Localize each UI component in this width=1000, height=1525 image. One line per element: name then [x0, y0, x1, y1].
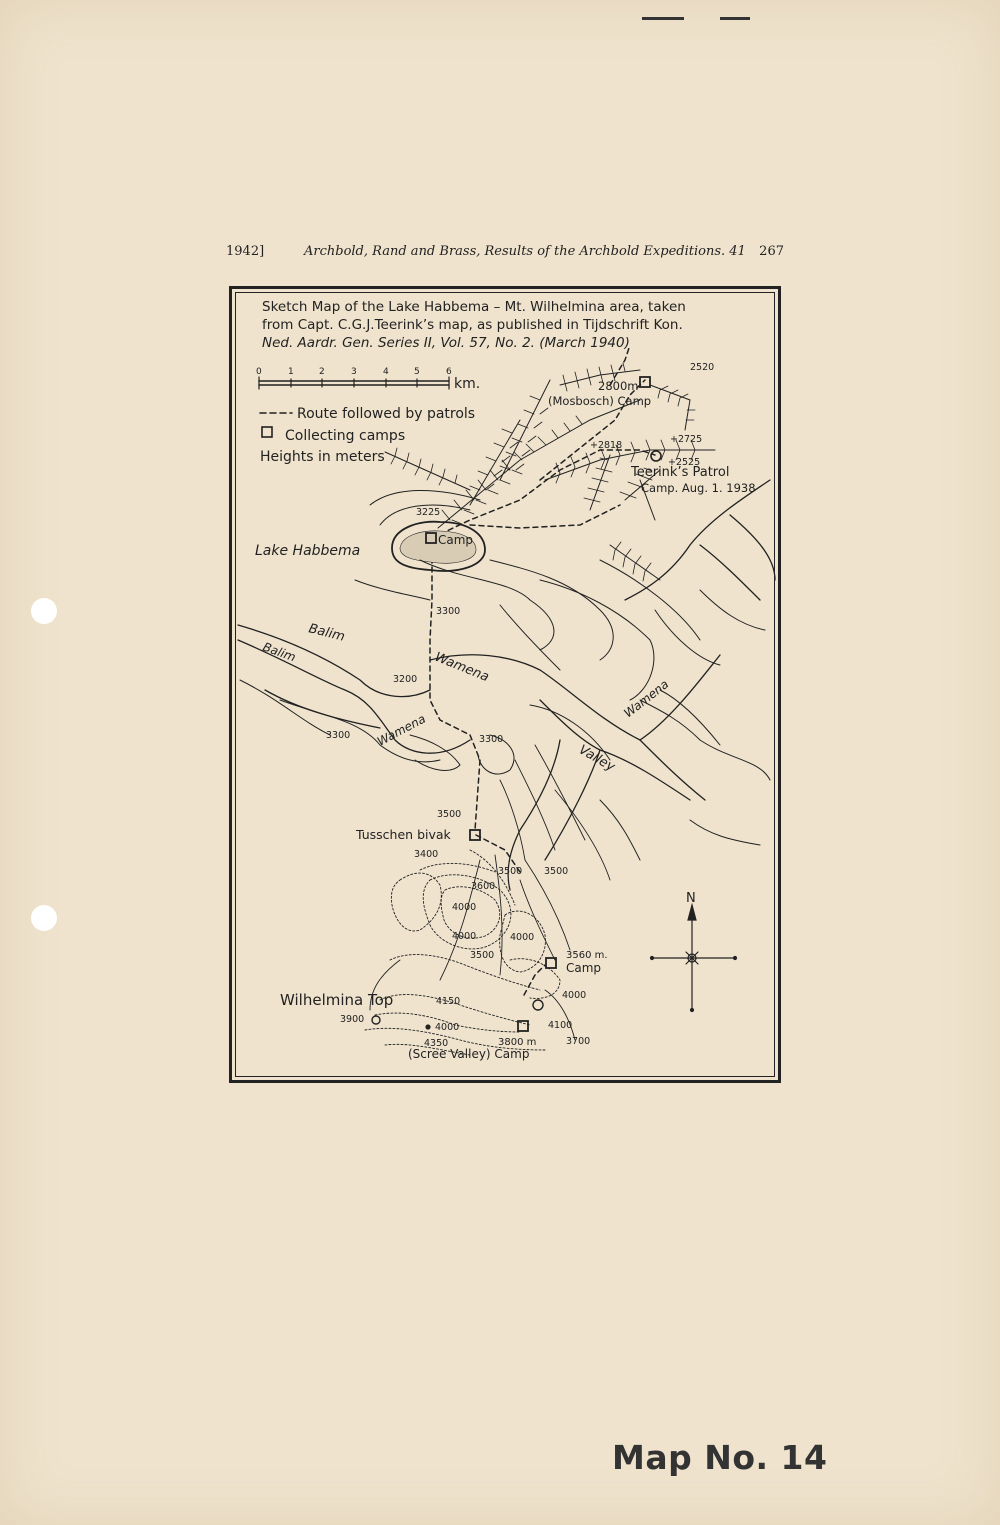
legend-heights-label: Heights in meters [260, 449, 385, 465]
height-label: 4100 [548, 1020, 573, 1031]
height-label: +2525 [668, 457, 701, 468]
rivers [238, 480, 775, 890]
camp-3560-name-label: Camp [566, 961, 602, 975]
scale-bar [259, 377, 449, 389]
height-label: 3600 [471, 881, 496, 892]
scale-tick-5: 5 [414, 367, 420, 377]
river-wamena-label-2: Wamena [432, 649, 491, 686]
mosbosch-camp-label: (Mosbosch) Camp [548, 394, 652, 408]
height-label: 3300 [436, 606, 461, 617]
scale-unit: km. [454, 376, 481, 392]
header-page-number: 267 [759, 244, 784, 259]
header-year: 1942] [226, 244, 265, 259]
teerink-camp-label-2: Camp. Aug. 1. 1938 [641, 481, 756, 495]
height-label: 3500 [544, 866, 569, 877]
height-label: 3300 [479, 734, 504, 745]
lake-habbema-label: Lake Habbema [255, 543, 361, 559]
height-label: 4150 [436, 996, 461, 1007]
river-balim-label-2: Balim [260, 639, 298, 665]
valley-label: Valley [576, 742, 618, 775]
height-label: 3700 [566, 1036, 591, 1047]
height-label: 3400 [414, 849, 439, 860]
camp-tusschen-marker [470, 830, 480, 840]
height-label: 3225 [416, 507, 441, 518]
map-number-label: Map No. 14 [612, 1438, 828, 1477]
height-label: 3300 [326, 730, 351, 741]
camp-3560-height-label: 3560 m. [566, 950, 608, 961]
river-balim-label-1: Balim [307, 621, 347, 645]
compass-north-label: N [686, 891, 696, 906]
map-title-line-3: Ned. Aardr. Gen. Series II, Vol. 57, No. 2. (March 1940) [262, 335, 630, 351]
legend-camp-symbol [262, 427, 272, 437]
scale-tick-0: 0 [256, 367, 262, 377]
height-label: 2520 [690, 362, 715, 373]
legend-route-label: Route followed by patrols [297, 406, 476, 422]
lake-habbema [370, 490, 485, 570]
height-label: 3500 [470, 950, 495, 961]
peak-3900-marker [372, 1016, 380, 1024]
legend-camps-label: Collecting camps [285, 428, 406, 444]
height-label: 4000 [510, 932, 535, 943]
habbema-camp-label: Camp [438, 533, 474, 547]
lake-small-marker [533, 1000, 543, 1010]
river-wamena-label-3: Wamena [621, 676, 672, 721]
height-label: +2725 [670, 434, 703, 445]
scale-tick-1: 1 [288, 367, 294, 377]
camp-mosbosch-marker [640, 377, 650, 387]
scree-height-label: 3800 m [498, 1037, 537, 1048]
peak-4000-marker [426, 1025, 430, 1029]
height-label: +2818 [590, 440, 623, 451]
river-wamena-label-1: Wamena [374, 711, 428, 749]
teerink-camp-marker [651, 451, 661, 461]
height-label: 4000 [435, 1022, 460, 1033]
header-running-title: Archbold, Rand and Brass, Results of the Archbold Expeditions. 41 [304, 244, 746, 259]
scale-tick-4: 4 [383, 367, 389, 377]
height-label: 4000 [562, 990, 587, 1001]
summit-contours [365, 850, 560, 1055]
height-label: 3900 [340, 1014, 365, 1025]
compass-rose [651, 905, 737, 1012]
scree-camp-label: (Scree Valley) Camp [408, 1047, 530, 1061]
height-label: 4000 [452, 902, 477, 913]
tusschen-bivak-label: Tusschen bivak [356, 827, 451, 842]
height-label: 3500 [498, 866, 523, 877]
wilhelmina-top-label: Wilhelmina Top [280, 991, 394, 1009]
height-label: 4350 [424, 1038, 449, 1049]
map-title-line-2: from Capt. C.G.J.Teerink’s map, as published in Tijdschrift Kon. [262, 317, 683, 333]
height-label: 3200 [393, 674, 418, 685]
height-label: 4000 [452, 931, 477, 942]
mosbosch-height-label: 2800m [598, 379, 639, 393]
height-label: 3500 [437, 809, 462, 820]
scale-tick-6: 6 [446, 367, 452, 377]
contour-lines [240, 560, 770, 860]
scale-tick-2: 2 [319, 367, 325, 377]
teerink-camp-label-1: Teerink’s Patrol [631, 465, 730, 480]
map-title-line-1: Sketch Map of the Lake Habbema – Mt. Wilhelmina area, taken [262, 299, 686, 315]
scale-tick-3: 3 [351, 367, 357, 377]
